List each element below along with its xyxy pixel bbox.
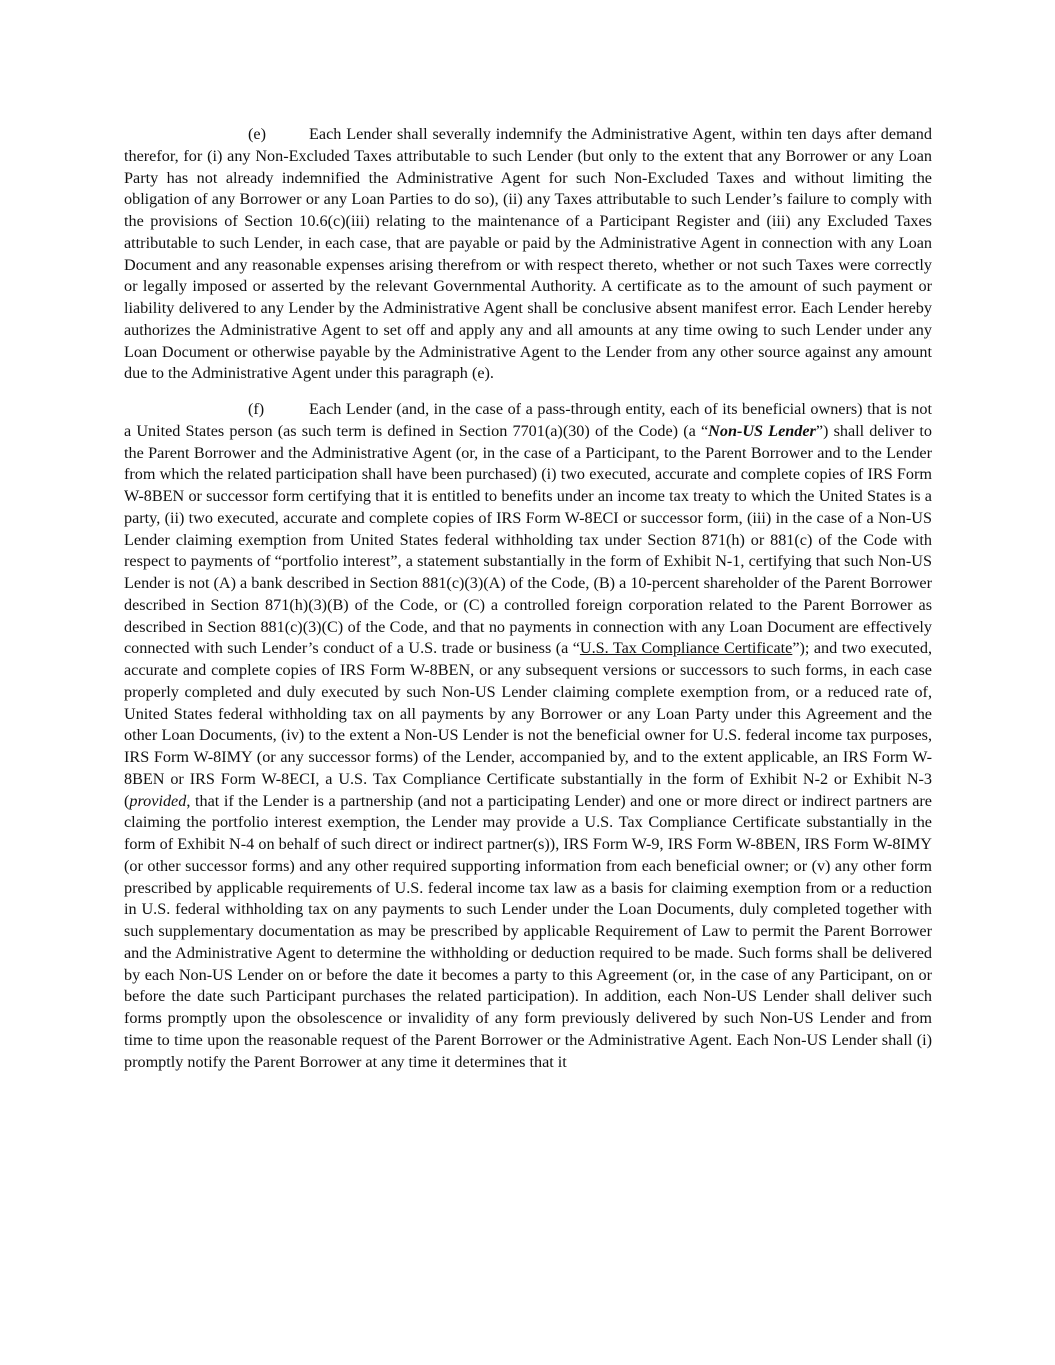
paragraph-e-label: (e) — [248, 125, 266, 143]
paragraph-e — [124, 124, 932, 385]
paragraph-f-text-2: ”) shall deliver to the Parent Borrower and the Administrative Agent (or, in the case of a Participant, to the Parent Borrower and to the Lender from which the related participation shall have been purchased) (i) two executed, accurate and complete copies of IRS Form W-8BEN or successor form certifying that it is entitled to benefits under an income tax treaty to which the United States is a party, (ii) two executed, accurate and complete copies of IRS Form W-8ECI or successor form, (iii) in the case of a Non-US Lender claiming exemption from United States federal withholding tax under Section 871(h) or 881(c) of the Code with respect to payments of “portfolio interest”, a statement substantially in the form of Exhibit N-1, certifying that such Non-US Lender is not (A) a bank described in Section 881(c)(3)(A) of the Code, (B) a 10-percent shareholder of the Parent Borrower described in Section 871(h)(3)(B) of the Code, or (C) a controlled foreign corporation related to the Parent Borrower as described in Section 881(c)(3)(C) of the Code, and that no payments in connection with any Loan Document are effectively connected with such Lender’s conduct of a U.S. trade or business (a “ — [124, 421, 932, 658]
paragraph-f-text-4: , that if the Lender is a partnership (and not a participating Lender) and one or more direct or indirect partners are claiming the portfolio interest exemption, the Lender may provide a U.S. Tax Compliance Certificate substantially in the form of Exhibit N-4 on behalf of such direct or indirect partner(s)), IRS Form W-9, IRS Form W-8BEN, IRS Form W-8IMY (or other successor forms) and any other required supporting information from each beneficial owner; or (v) any other form prescribed by applicable requirements of U.S. federal income tax law as a basis for claiming exemption from or a reduction in U.S. federal withholding tax on any payments to such Lender under the Loan Documents, duly completed together with such supplementary documentation as may be prescribed by applicable Requirement of Law to permit the Parent Borrower and the Administrative Agent to determine the withholding or deduction required to be made. Such forms shall be delivered by each Non-US Lender on or before the date it becomes a party to this Agreement (or, in the case of any Participant, on or before the date such Participant purchases the related participation). In addition, each Non-US Lender shall deliver such forms promptly upon the obsolescence or invalidity of any form previously delivered by such Non-US Lender and from time to time upon the reasonable request of the Parent Borrower or the Administrative Agent. Each Non-US Lender shall (i) promptly notify the Parent Borrower at any time it determines that it — [124, 791, 932, 1071]
defined-term-us-tax-compliance-certificate: U.S. Tax Compliance Certificate — [579, 639, 793, 658]
provided-italic: provided — [129, 791, 187, 810]
paragraph-f-text-3: ”); and two executed, accurate and complete copies of IRS Form W-8BEN, or any subsequent versions or successors to such forms, in each case properly completed and duly executed by such Non-US Lender claiming complete exemption from, or a reduced rate of, United States federal withholding tax on all payments by any Borrower or any Loan Party under this Agreement and the other Loan Documents, (iv) to the extent a Non-US Lender is not the beneficial owner for U.S. federal income tax purposes, IRS Form W-8IMY (or any successor forms) of the Lender, accompanied by, and to the extent applicable, an IRS Form W-8BEN or IRS Form W-8ECI, a U.S. Tax Compliance Certificate substantially in the form of Exhibit N-2 or Exhibit N-3 ( — [124, 639, 932, 810]
defined-term-non-us-lender: Non-US Lender — [708, 421, 816, 440]
paragraph-e-text: Each Lender shall severally indemnify the Administrative Agent, within ten days after demand therefor, for (i) any Non-Excluded Taxes attributable to such Lender (but only to the extent that any Borrower or any Loan Party has not already indemnified the Administrative Agent for such Non-Excluded Taxes and without limiting the obligation of any Borrower or any Loan Parties to do so), (ii) any Taxes attributable to such Lender’s failure to comply with the provisions of Section 10.6(c)(iii) relating to the maintenance of a Participant Register and (iii) any Excluded Taxes attributable to such Lender, in each case, that are payable or paid by the Administrative Agent in connection with any Loan Document and any reasonable expenses arising therefrom or with respect thereto, whether or not such Taxes were correctly or legally imposed or asserted by the relevant Governmental Authority. A certificate as to the amount of such payment or liability delivered to any Lender by the Administrative Agent shall be conclusive absent manifest error. Each Lender hereby authorizes the Administrative Agent to set off and apply any and all amounts at any time owing to such Lender under any Loan Document or otherwise payable by the Administrative Agent to the Lender from any other source against any amount due to the Administrative Agent under this paragraph (e). — [124, 125, 932, 383]
paragraph-f-label: (f) — [248, 400, 265, 418]
document-body — [124, 124, 932, 1087]
paragraph-f-text-1: Each Lender (and, in the case of a pass-through entity, each of its beneficial owners) that is not a United States person (as such term is defined in Section 7701(a)(30) of the Code) (a “ — [124, 400, 932, 440]
paragraph-f — [124, 399, 932, 1073]
